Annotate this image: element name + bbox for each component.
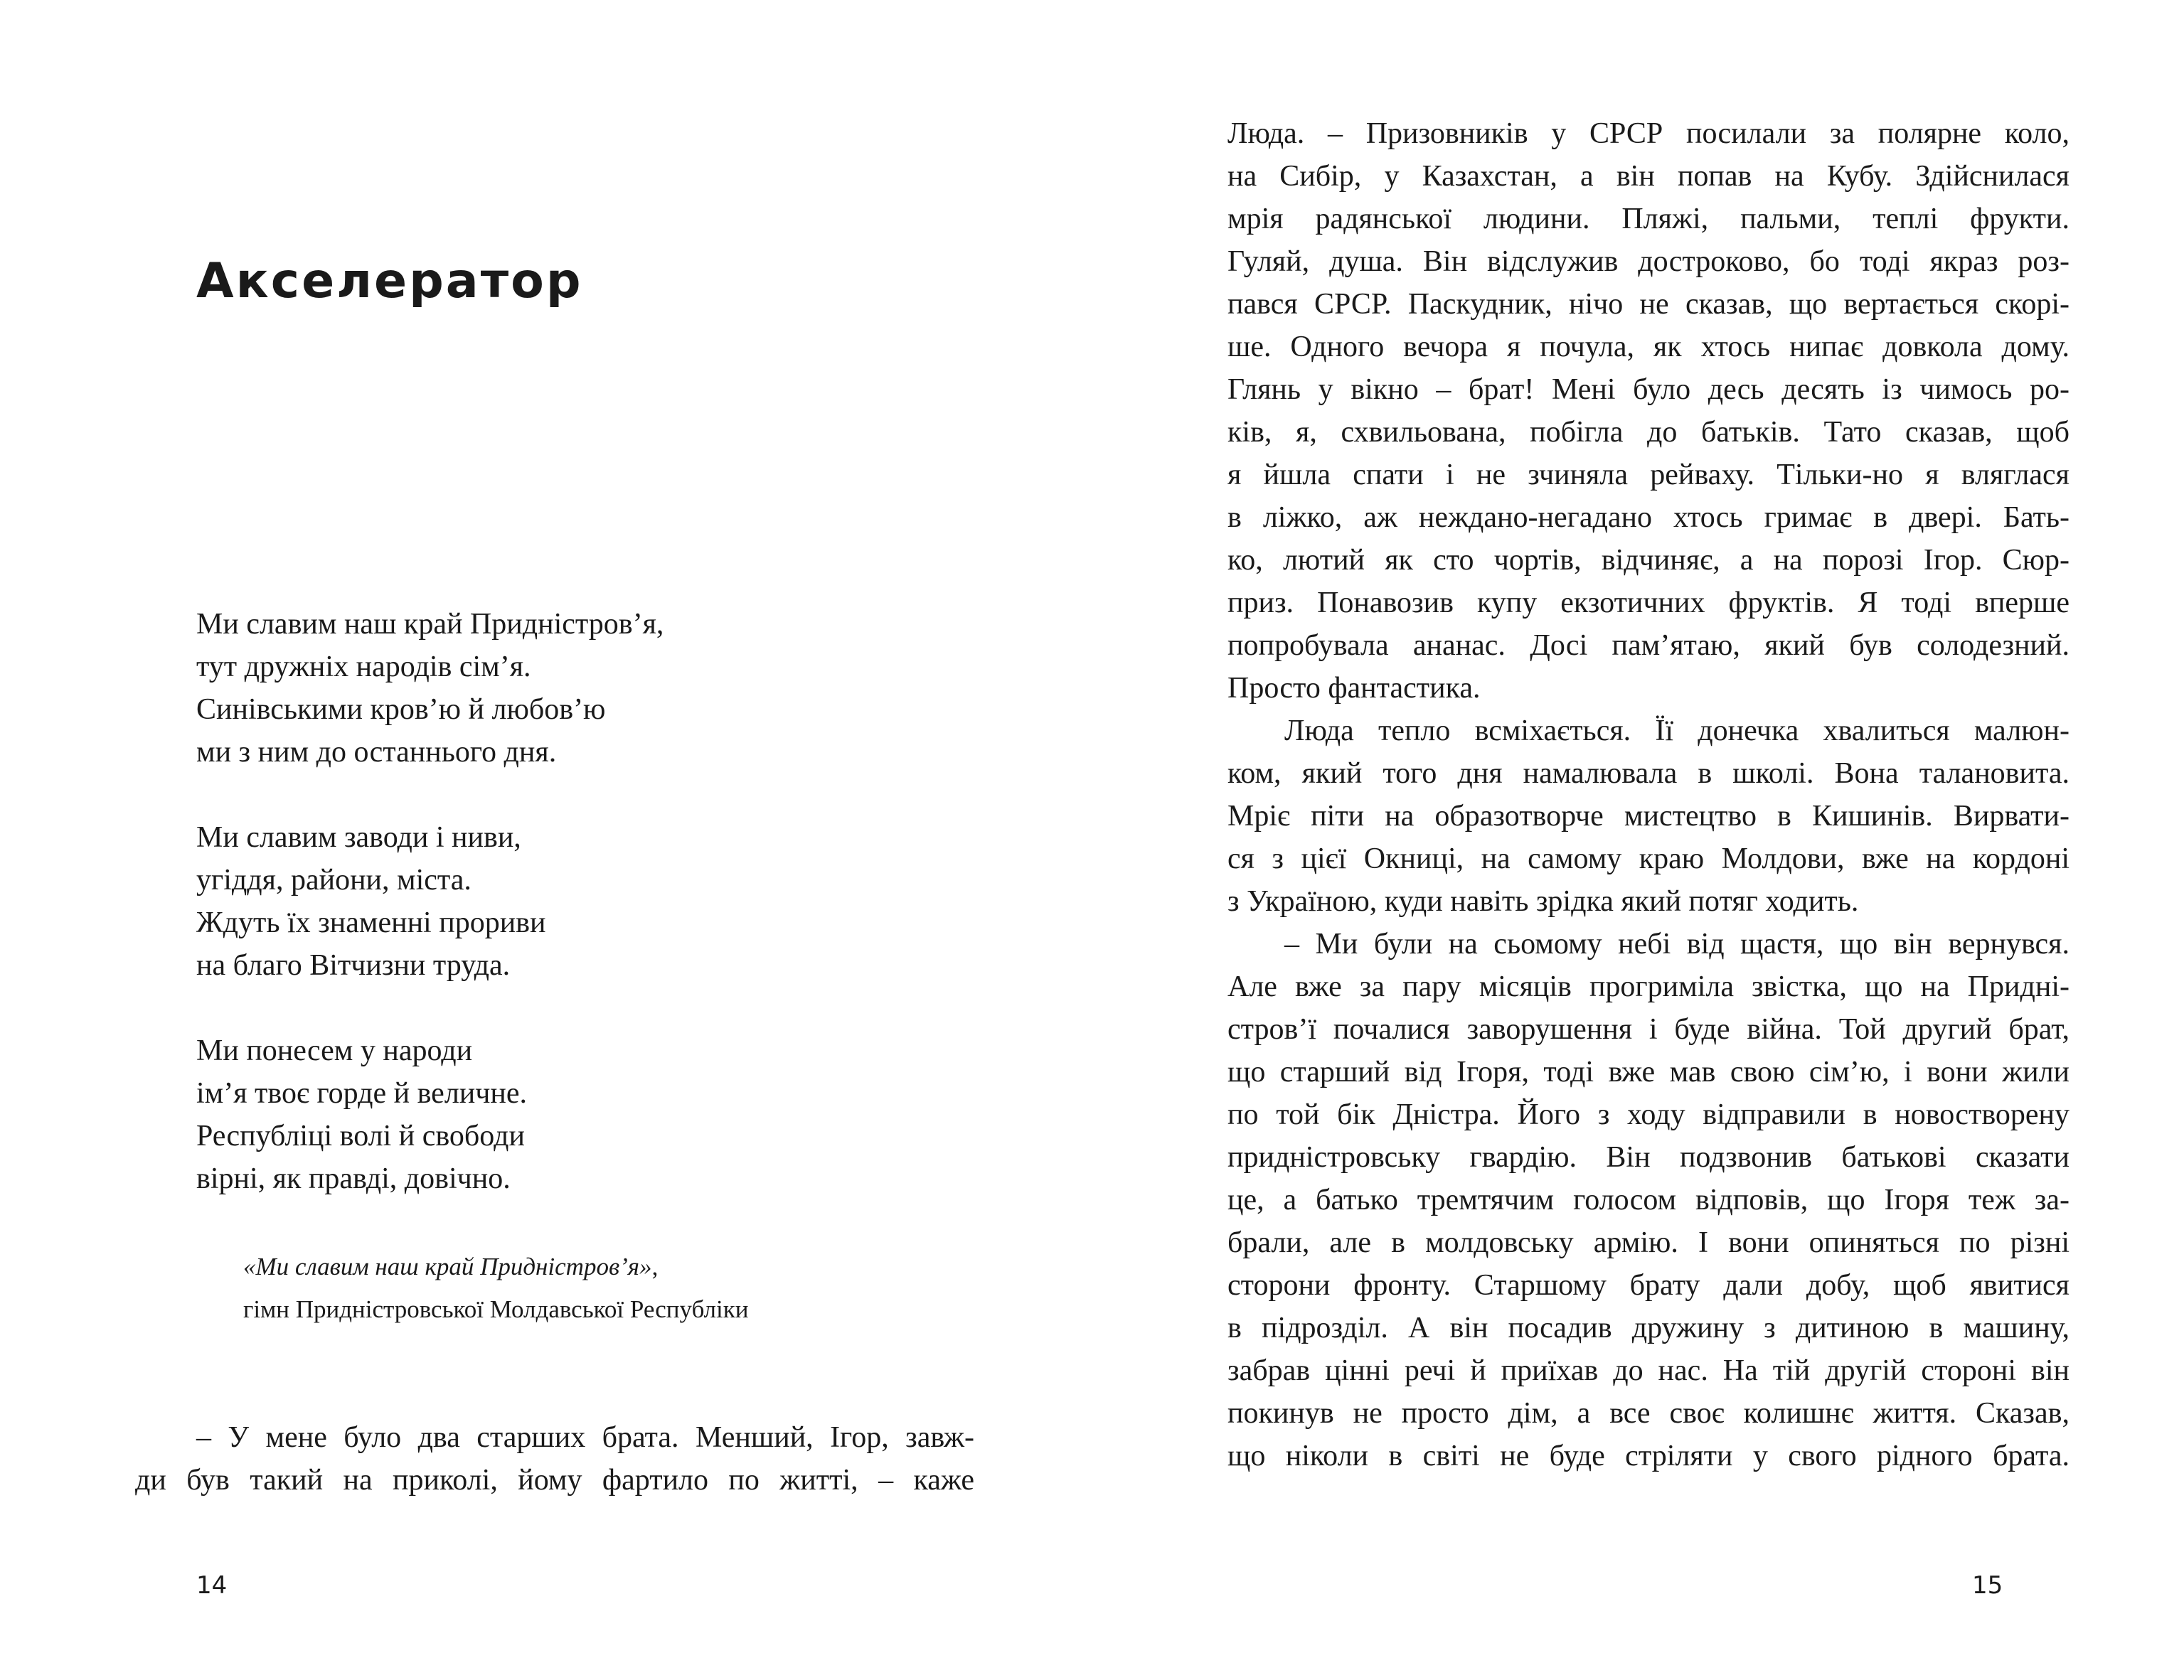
poem-line: Ждуть їх знаменні прориви: [196, 906, 546, 939]
prose-line: ди був такий на приколі, йому фартило по житті, – каже: [135, 1464, 974, 1497]
poem-line: Ми славим наш край Придністров’я,: [196, 608, 664, 641]
prose-line: Просто фантастика.: [1227, 672, 1481, 705]
page-number: 15: [1972, 1571, 2003, 1600]
page-number: 14: [196, 1571, 228, 1600]
prose-line: стров’ї почалися заворушення і буде війна. Той другий брат,: [1227, 1013, 2070, 1046]
prose-line: Гуляй, душа. Він відслужив достроково, бо тоді якраз роз-: [1227, 245, 2070, 278]
prose-line: що старший від Ігоря, тоді вже мав свою сім’ю, і вони жили: [1227, 1056, 2070, 1088]
prose-line: приз. Понавозив купу екзотичних фруктів. Я тоді вперше: [1227, 587, 2070, 619]
prose-line: з Україною, куди навіть зрідка який потяг ходить.: [1227, 885, 1859, 918]
poem-line: ми з ним до останнього дня.: [196, 736, 557, 769]
prose-line: забрав цінні речі й приїхав до нас. На тій другій стороні він: [1227, 1354, 2070, 1387]
poem-line: угіддя, райони, міста.: [196, 864, 472, 897]
poem-line: Синівськими кров’ю й любов’ю: [196, 693, 606, 726]
prose-block: [1227, 112, 2070, 1477]
poem-line: ім’я твоє горде й величне.: [196, 1077, 527, 1110]
poem-line: Ми понесем у народи: [196, 1034, 473, 1067]
prose-line: – Ми були на сьомому небі від щастя, що він вернувся.: [1284, 928, 2070, 961]
epigraph-attribution: [243, 1246, 954, 1331]
poem-line: Ми славим заводи і ниви,: [196, 821, 521, 854]
prose-line: попробувала ананас. Досі пам’ятаю, який був солодезний.: [1227, 629, 2070, 662]
prose-line: Люда тепло всміхається. Її донечка хвалиться малюн-: [1284, 715, 2070, 747]
poem-stanza: [196, 816, 979, 987]
chapter-title: Акселератор: [196, 253, 583, 309]
right-page: [1092, 0, 2184, 1680]
prose-block: [135, 1416, 974, 1502]
prose-line: на Сибір, у Казахстан, а він попав на Кубу. Здійснилася: [1227, 160, 2070, 193]
prose-line: покинув не просто дім, а все своє колишнє життя. Сказав,: [1227, 1397, 2070, 1430]
prose-line: мрія радянської людини. Пляжі, пальми, теплі фрукти.: [1227, 203, 2070, 235]
prose-line: ся з цієї Окниці, на самому краю Молдови, вже на кордоні: [1227, 842, 2070, 875]
poem-line: вірні, як правді, довічно.: [196, 1162, 511, 1195]
prose-line: Люда. – Призовників у СРСР посилали за полярне коло,: [1227, 117, 2070, 150]
prose-line: пався СРСР. Паскудник, нічо не сказав, що вертається скорі-: [1227, 288, 2070, 321]
prose-line: що ніколи в світі не буде стріляти у свого рідного брата.: [1227, 1440, 2070, 1472]
prose-line: Але вже за пару місяців прогриміла звістка, що на Придні-: [1227, 970, 2070, 1003]
prose-line: придністровську гвардію. Він подзвонив батькові сказати: [1227, 1141, 2070, 1174]
poem-line: на благо Вітчизни труда.: [196, 949, 511, 982]
epigraph-source: гімн Придністровської Молдавської Республіки: [243, 1295, 749, 1323]
prose-line: це, а батько тремтячим голосом відповів, що Ігоря теж за-: [1227, 1184, 2070, 1216]
epigraph-title-line: [243, 1246, 954, 1288]
prose-line: брали, але в молдовську армію. І вони опиняться по різні: [1227, 1226, 2070, 1259]
prose-line: по той бік Дністра. Його з ходу відправили в новостворену: [1227, 1098, 2070, 1131]
prose-line: Мріє піти на образотворче мистецтво в Кишинів. Вирвати-: [1227, 800, 2070, 833]
prose-line: ків, я, схвильована, побігла до батьків. Тато сказав, щоб: [1227, 416, 2070, 449]
prose-line: ком, який того дня намалювала в школі. Вона талановита.: [1227, 757, 2070, 790]
prose-line: я йшла спати і не зчиняла рейваху. Тільки-но я вляглася: [1227, 459, 2070, 491]
poem-line: тут дружніх народів сім’я.: [196, 651, 531, 683]
poem-epigraph: [196, 603, 979, 1200]
poem-stanza: [196, 1029, 979, 1200]
prose-line: сторони фронту. Старшому брату дали добу, щоб явитися: [1227, 1269, 2070, 1302]
epigraph-title: «Ми славим наш край Придністров’я»: [243, 1253, 652, 1280]
prose-line: Глянь у вікно – брат! Мені було десь десять із чимось ро-: [1227, 373, 2070, 406]
poem-stanza: [196, 603, 979, 774]
prose-line: ше. Одного вечора я почула, як хтось нипає довкола дому.: [1227, 331, 2070, 363]
prose-line: в підрозділ. А він посадив дружину з дитиною в машину,: [1227, 1312, 2070, 1344]
epigraph-title-suffix: ,: [651, 1253, 659, 1280]
poem-line: Республіці волі й свободи: [196, 1120, 525, 1152]
prose-line: в ліжко, аж неждано-негадано хтось гримає в двері. Бать-: [1227, 501, 2070, 534]
prose-line: – У мене було два старших брата. Менший, Ігор, завж-: [196, 1421, 974, 1454]
prose-line: ко, лютий як сто чортів, відчиняє, а на порозі Ігор. Сюр-: [1227, 544, 2070, 577]
